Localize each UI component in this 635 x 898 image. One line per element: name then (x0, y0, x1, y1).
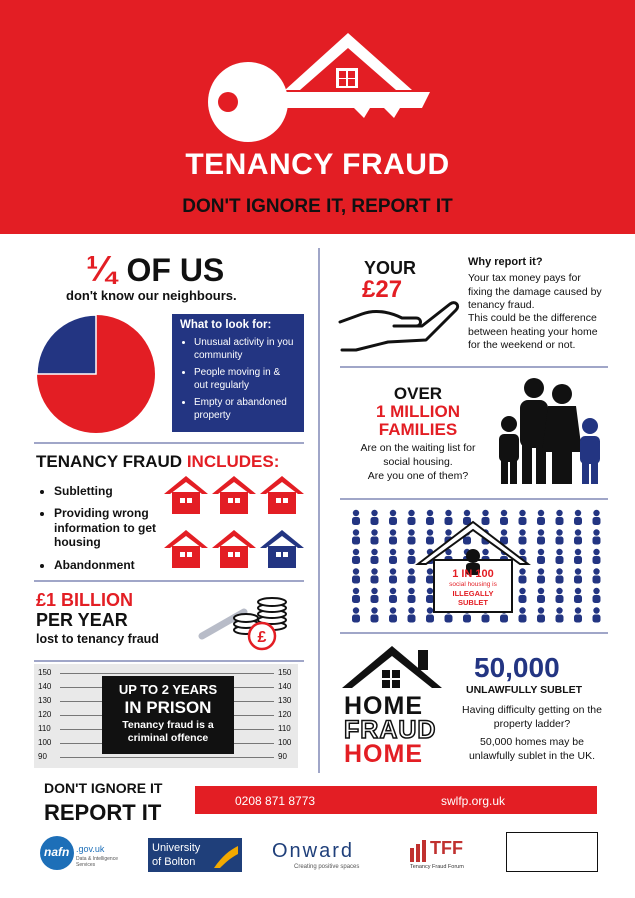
person-icon (574, 529, 582, 544)
person-icon (574, 549, 582, 564)
includes-title: TENANCY FRAUD INCLUDES: (36, 452, 280, 471)
house-icon (260, 530, 304, 568)
divider (340, 632, 608, 634)
person-icon (352, 529, 360, 544)
house-icon (164, 476, 208, 514)
prison-line3: Tenancy fraud is a criminal offence (122, 719, 214, 744)
person-icon (352, 510, 360, 525)
person-icon (574, 510, 582, 525)
person-icon (389, 529, 397, 544)
hand-icon (338, 288, 460, 352)
person-icon (556, 607, 564, 622)
person-icon (537, 510, 545, 525)
person-icon (371, 529, 379, 544)
prison-line1: UP TO 2 YEARS (118, 682, 218, 697)
prison-box (102, 676, 234, 754)
house-icon (164, 530, 208, 568)
billion-per-year: PER YEAR (36, 610, 128, 630)
column-divider (318, 248, 320, 773)
person-icon (556, 568, 564, 583)
neighbours-headline: ¼ OF US (86, 248, 225, 289)
person-icon (537, 568, 545, 583)
person-icon (593, 568, 601, 583)
prison-line2: IN PRISON (124, 698, 212, 717)
one-in-100-small1: social housing is (449, 581, 497, 588)
coins-icon (198, 590, 298, 652)
fraud-word: FRAUD (344, 716, 437, 744)
billion-lost: lost to tenancy fraud (36, 632, 159, 646)
person-icon (371, 588, 379, 603)
fifty-p1: Having difficulty getting on the property ladder? (462, 704, 602, 730)
person-icon (593, 607, 601, 622)
home-word-2: HOME (344, 740, 423, 768)
blank-logo-box (506, 832, 598, 872)
look-for-item: • People moving in & out regularly (194, 367, 296, 392)
look-for-item: • Empty or abandoned property (194, 397, 296, 422)
person-icon (593, 588, 601, 603)
person-icon (389, 510, 397, 525)
one-in-100-small3: SUBLET (458, 598, 488, 607)
divider (34, 580, 304, 582)
person-icon (537, 529, 545, 544)
neighbours-subline: don't know our neighbours. (66, 288, 237, 303)
person-icon (593, 510, 601, 525)
person-icon (556, 549, 564, 564)
why-title: Why report it? (468, 256, 543, 268)
person-icon (574, 568, 582, 583)
includes-list (34, 484, 174, 580)
person-icon (537, 588, 545, 603)
one-in-100-big: 1 IN 100 (452, 568, 494, 580)
why-p1: Your tax money pays for fixing the damage caused by tenancy fraud. (468, 272, 602, 312)
height-lines: 150 150 140 140 130 130 120 120 110 110 100 100 90 90 (38, 668, 292, 761)
includes-item: • Subletting (54, 484, 174, 498)
divider (34, 442, 304, 444)
person-icon (352, 607, 360, 622)
houses-grid (160, 474, 306, 574)
person-icon (556, 510, 564, 525)
person-icon (352, 588, 360, 603)
footer-dont: DON'T IGNORE IT (44, 780, 163, 796)
house-key-icon (200, 28, 440, 148)
person-icon (537, 549, 545, 564)
page-title: TENANCY FRAUD (185, 148, 450, 181)
your-amount: £27 (362, 276, 403, 303)
million-p1: Are on the waiting list for social housing. (360, 442, 476, 468)
look-for-box (172, 314, 304, 432)
phone-link[interactable]: 0208 871 8773 (235, 794, 316, 808)
page-subtitle: DON'T IGNORE IT, REPORT IT (182, 196, 453, 217)
footer-report: REPORT IT (44, 800, 162, 825)
one-in-100-house (414, 518, 532, 614)
million-p2: Are you one of them? (367, 470, 469, 482)
includes-item: • Abandonment (54, 558, 174, 572)
person-icon (389, 607, 397, 622)
includes-item: • Providing wrong information to get housing (54, 506, 174, 549)
pie-slice-quarter (37, 315, 96, 374)
divider (340, 366, 608, 368)
tff-logo: TFF Tenancy Fraud Forum (410, 838, 464, 870)
nafn-logo: nafn .gov.uk Data & Intelligence Services (40, 836, 136, 872)
person-icon (556, 529, 564, 544)
million-families: FAMILIES (378, 420, 458, 439)
person-icon (389, 568, 397, 583)
look-for-title: What to look for: (180, 319, 272, 331)
contact-bar (195, 786, 597, 814)
fifty-label: UNLAWFULLY SUBLET (466, 684, 583, 696)
person-icon (593, 529, 601, 544)
million-over: OVER (393, 384, 443, 403)
house-icon (212, 530, 256, 568)
person-icon (371, 607, 379, 622)
website-link[interactable]: swlfp.org.uk (441, 794, 506, 808)
pie-chart (34, 312, 158, 436)
billion-amount: £1 BILLION (36, 590, 134, 610)
person-icon (593, 549, 601, 564)
home-word-1: HOME (344, 692, 423, 720)
divider (340, 498, 608, 500)
look-for-item: • Unusual activity in you community (194, 337, 296, 362)
your-label: YOUR (364, 258, 417, 278)
person-icon (371, 568, 379, 583)
person-icon (574, 607, 582, 622)
bolton-logo: University of Bolton (148, 838, 242, 872)
divider (34, 660, 304, 662)
one-in-100-small2: ILLEGALLY (452, 589, 494, 598)
fifty-p2: 50,000 homes may be unlawfully sublet in the UK. (468, 736, 596, 762)
person-icon (389, 549, 397, 564)
family-icon (496, 376, 606, 488)
person-icon (352, 549, 360, 564)
house-icon (212, 476, 256, 514)
person-icon (537, 607, 545, 622)
house-icon (260, 476, 304, 514)
home-roof-icon (340, 640, 444, 692)
person-icon (371, 549, 379, 564)
onward-logo: Onward Creating positive spaces (272, 840, 360, 870)
fifty-number: 50,000 (474, 652, 560, 683)
why-p2: This could be the difference between heating your home for the weekend or not. (468, 312, 598, 352)
person-icon (352, 568, 360, 583)
person-icon (371, 510, 379, 525)
person-icon (574, 588, 582, 603)
person-icon (556, 588, 564, 603)
svg-text:£: £ (257, 629, 267, 646)
person-icon (389, 588, 397, 603)
million-million: 1 MILLION (375, 402, 461, 421)
